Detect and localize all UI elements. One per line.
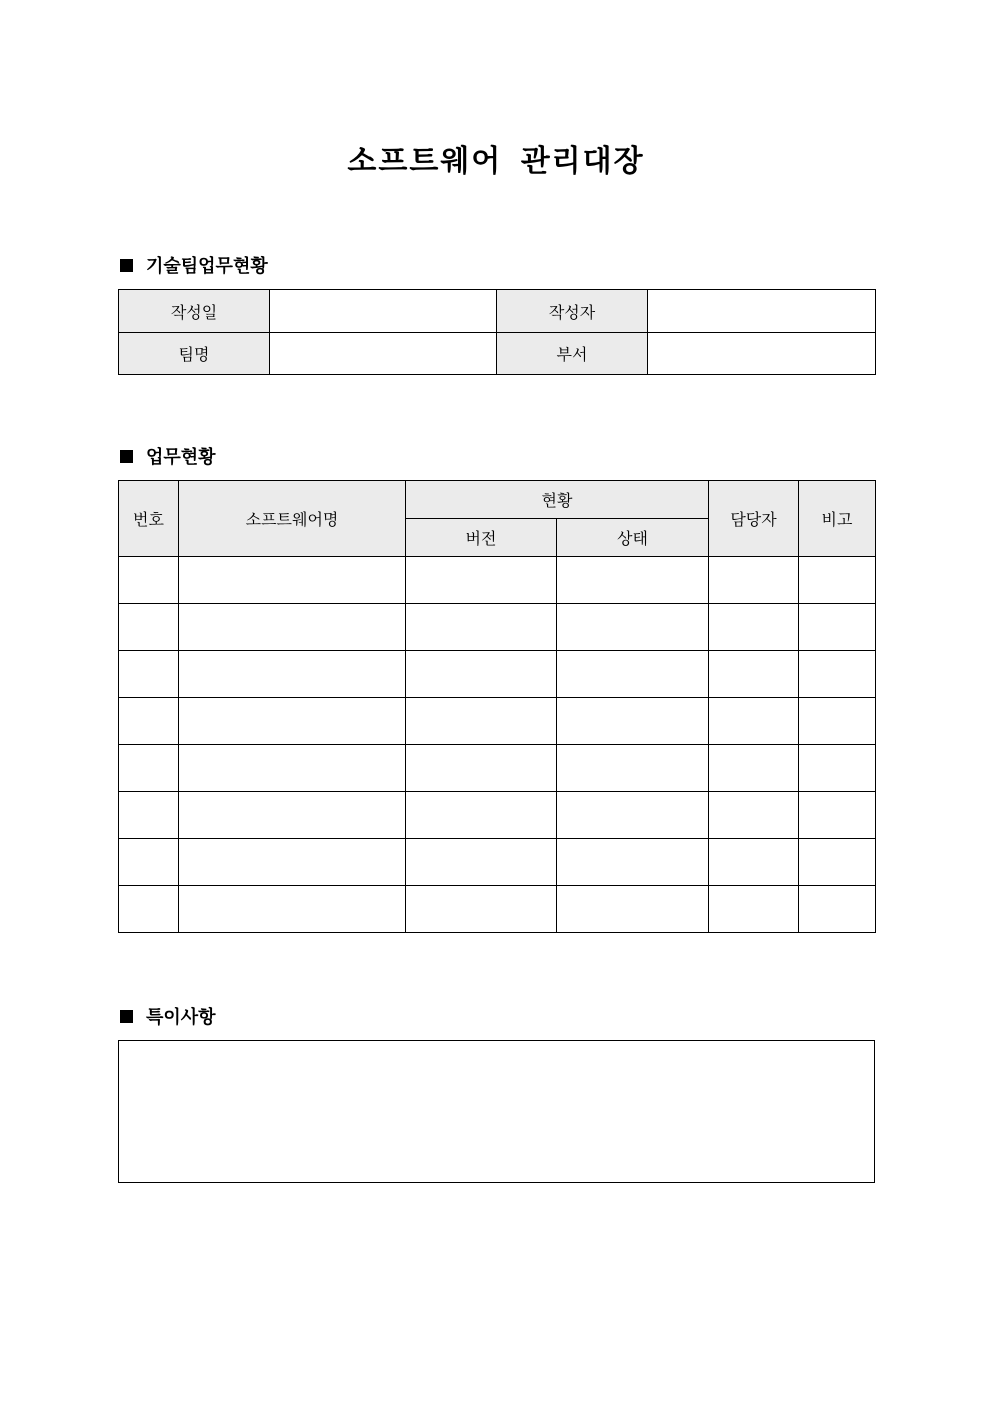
cell-software[interactable] xyxy=(179,604,406,651)
cell-manager[interactable] xyxy=(709,839,799,886)
cell-version[interactable] xyxy=(406,698,557,745)
cell-note[interactable] xyxy=(799,839,876,886)
square-bullet-icon xyxy=(120,259,133,272)
cell-manager[interactable] xyxy=(709,886,799,933)
col-header-status-group: 현황 xyxy=(406,481,709,519)
section-title: 업무현황 xyxy=(146,447,216,468)
cell-no[interactable] xyxy=(119,839,179,886)
table-row xyxy=(119,745,876,792)
dept-field[interactable] xyxy=(648,333,876,375)
col-header-state: 상태 xyxy=(557,519,709,557)
team-field[interactable] xyxy=(270,333,497,375)
cell-no[interactable] xyxy=(119,745,179,792)
written-date-field[interactable] xyxy=(270,290,497,333)
table-row xyxy=(119,651,876,698)
cell-state[interactable] xyxy=(557,604,709,651)
col-header-note: 비고 xyxy=(799,481,876,557)
square-bullet-icon xyxy=(120,450,133,463)
cell-manager[interactable] xyxy=(709,698,799,745)
table-body xyxy=(119,557,876,933)
col-header-version: 버전 xyxy=(406,519,557,557)
cell-note[interactable] xyxy=(799,745,876,792)
page-title: 소프트웨어 관리대장 xyxy=(347,144,645,179)
table-row xyxy=(119,557,876,604)
col-header-no: 번호 xyxy=(119,481,179,557)
cell-state[interactable] xyxy=(557,651,709,698)
cell-software[interactable] xyxy=(179,839,406,886)
col-header-manager: 담당자 xyxy=(709,481,799,557)
section-heading-remarks xyxy=(120,1004,216,1028)
cell-manager[interactable] xyxy=(709,557,799,604)
table-row xyxy=(119,886,876,933)
cell-no[interactable] xyxy=(119,651,179,698)
square-bullet-icon xyxy=(120,1010,133,1023)
section-heading-tech-team xyxy=(120,253,268,277)
cell-state[interactable] xyxy=(557,557,709,604)
remarks-box[interactable] xyxy=(118,1040,875,1183)
cell-manager[interactable] xyxy=(709,792,799,839)
cell-no[interactable] xyxy=(119,604,179,651)
cell-state[interactable] xyxy=(557,792,709,839)
cell-manager[interactable] xyxy=(709,651,799,698)
table-row xyxy=(119,839,876,886)
cell-manager[interactable] xyxy=(709,745,799,792)
section-heading-work-status xyxy=(120,444,216,468)
author-label: 작성자 xyxy=(497,290,648,333)
cell-note[interactable] xyxy=(799,604,876,651)
author-field[interactable] xyxy=(648,290,876,333)
cell-version[interactable] xyxy=(406,557,557,604)
cell-note[interactable] xyxy=(799,792,876,839)
dept-label: 부서 xyxy=(497,333,648,375)
software-table xyxy=(118,480,876,933)
cell-note[interactable] xyxy=(799,886,876,933)
table-row xyxy=(119,792,876,839)
cell-software[interactable] xyxy=(179,886,406,933)
cell-software[interactable] xyxy=(179,557,406,604)
cell-version[interactable] xyxy=(406,651,557,698)
cell-version[interactable] xyxy=(406,792,557,839)
team-label: 팀명 xyxy=(119,333,270,375)
cell-no[interactable] xyxy=(119,792,179,839)
section-title: 특이사항 xyxy=(146,1007,216,1028)
cell-manager[interactable] xyxy=(709,604,799,651)
cell-version[interactable] xyxy=(406,886,557,933)
cell-software[interactable] xyxy=(179,698,406,745)
written-date-label: 작성일 xyxy=(119,290,270,333)
cell-software[interactable] xyxy=(179,792,406,839)
table-row xyxy=(119,698,876,745)
cell-software[interactable] xyxy=(179,651,406,698)
cell-no[interactable] xyxy=(119,886,179,933)
col-header-software: 소프트웨어명 xyxy=(179,481,406,557)
cell-version[interactable] xyxy=(406,839,557,886)
table-row xyxy=(119,604,876,651)
cell-state[interactable] xyxy=(557,839,709,886)
cell-no[interactable] xyxy=(119,698,179,745)
cell-state[interactable] xyxy=(557,886,709,933)
cell-no[interactable] xyxy=(119,557,179,604)
cell-state[interactable] xyxy=(557,745,709,792)
cell-version[interactable] xyxy=(406,745,557,792)
section-title: 기술팀업무현황 xyxy=(146,256,268,277)
cell-version[interactable] xyxy=(406,604,557,651)
info-table xyxy=(118,289,876,375)
cell-note[interactable] xyxy=(799,698,876,745)
cell-note[interactable] xyxy=(799,651,876,698)
cell-note[interactable] xyxy=(799,557,876,604)
cell-software[interactable] xyxy=(179,745,406,792)
cell-state[interactable] xyxy=(557,698,709,745)
